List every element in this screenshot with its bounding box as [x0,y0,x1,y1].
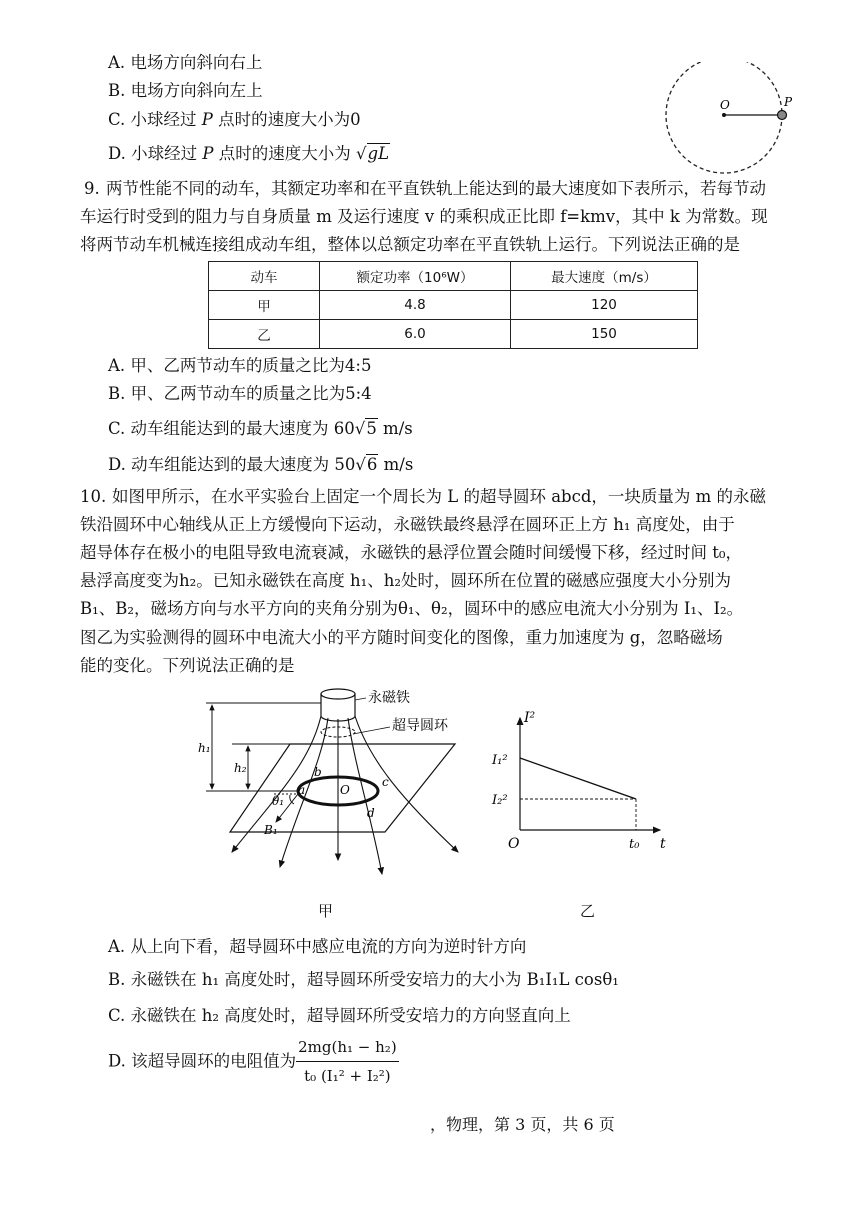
q10-figure-jia [190,682,480,887]
label-h1: h₁ [198,741,211,755]
sqrt-sign: √ [356,144,367,163]
data-line [520,758,636,799]
q9-stem-line-1: 两节性能不同的动车，其额定功率和在平直铁轨上能达到的最大速度如下表所示，若每节动 [106,179,766,198]
caption-yi: 乙 [580,902,596,920]
option-text: 甲、乙两节动车的质量之比为4:5 [130,356,372,375]
q10-stem-line-6: 图乙为实验测得的圆环中电流大小的平方随时间变化的图像，重力加速度为 g，忽略磁场 [80,628,723,647]
q9-stem-line-2: 车运行时受到的阻力与自身质量 m 及运行速度 v 的乘积成正比即 f=kmv，其中 k 为常数。现 [80,207,768,226]
label-leader [353,727,390,734]
q9-option-c [108,418,413,440]
q10-stem-line-7: 能的变化。下列说法正确的是 [80,656,295,675]
page-footer: ，物理，第 3 页，共 6 页 [430,1115,615,1134]
q10-option-a [108,936,526,958]
q10-number: 10. [80,487,107,506]
label-magnet: 永磁铁 [368,690,410,706]
sqrt-sign: √ [354,419,366,438]
option-text: 电场方向斜向左上 [130,81,263,100]
sqrt-radicand [367,143,391,163]
table-cell: 4.8 [320,291,511,320]
dashed-circle [666,62,782,173]
option-text: 从上向下看，超导圆环中感应电流的方向为逆时针方向 [130,937,527,956]
q9-table [208,261,698,349]
table-row [209,320,698,349]
option-label: B. [108,970,126,989]
option-text: 小球经过 [131,144,203,163]
q8-option-d [108,143,390,165]
table-header: 最大速度（m/s） [511,262,698,291]
option-label: C. [108,110,126,129]
option-label: C. [108,1006,126,1025]
fraction-denominator: t₀ (I₁² + I₂²) [304,1067,391,1085]
q10-stem-line-1: 如图甲所示，在水平实验台上固定一个周长为 L 的超导圆环 abcd，一块质量为 m 的永磁 [112,487,767,506]
caption-jia: 甲 [318,902,334,920]
resistance-fraction [296,1034,399,1089]
x-tick-t0: t₀ [629,837,640,852]
option-label: B. [108,81,126,100]
q10-option-b [108,969,619,991]
q8-circle-figure [660,62,810,180]
table-cell: 乙 [209,320,320,349]
fraction-numerator: 2mg(h₁ − h₂) [296,1034,399,1062]
label-h2: h₂ [234,761,247,775]
q8-option-a [108,52,262,74]
q9-number: 9. [84,179,100,198]
option-label: A. [108,356,126,375]
option-text: 动车组能达到的最大速度为 50 [131,455,356,474]
option-text: 点时的速度大小为 [213,144,356,163]
q9-option-a [108,355,371,377]
option-text: 动车组能达到的最大速度为 60 [130,419,355,438]
option-label: B. [108,384,126,403]
table-cell: 150 [511,320,698,349]
option-label: A. [108,937,126,956]
q9-stem-line-3: 将两节动车机械连接组成动车组，整体以总额定功率在平直铁轨上运行。下列说法正确的是 [80,235,740,254]
label-b: b [314,765,322,779]
label-a: a [298,783,306,797]
option-label: A. [108,53,126,72]
magnet-top [321,689,355,699]
q10-option-c [108,1005,571,1027]
label-b1: B₁ [264,823,278,837]
table-header-row [209,262,698,291]
option-label: C. [108,419,126,438]
table-cell: 120 [511,291,698,320]
label-d: d [367,806,375,820]
q10-stem-line-5: B₁、B₂，磁场方向与水平方向的夹角分别为θ₁、θ₂，圆环中的感应电流大小分别为 I₁、I₂。 [80,599,744,618]
option-label: D. [108,455,126,474]
q10-stem-line-4: 悬浮高度变为h₂。已知永磁铁在高度 h₁、h₂处时，圆环所在位置的磁感应强度大小分别为 [80,571,731,590]
sqrt-radicand: 6 [366,455,378,474]
option-var: P [202,144,214,163]
q10-stem-line-2: 铁沿圆环中心轴线从正上方缓慢向下运动，永磁铁最终悬浮在圆环正上方 h₁ 高度处，由于 [80,515,735,534]
option-text: 永磁铁在 h₂ 高度处时，超导圆环所受安培力的方向竖直向上 [130,1006,571,1025]
q8-option-b [108,80,263,102]
option-text: 该超导圆环的电阻值为 [131,1051,297,1071]
q9-option-b [108,383,372,405]
q10-figure-yi [490,708,680,858]
label-ring: 超导圆环 [392,718,448,734]
option-label: D. [108,1051,126,1071]
sqrt-sign: √ [355,455,366,474]
q10-stem-line-3: 超导体存在极小的电阻导致电流衰减，永磁铁的悬浮位置会随时间缓慢下移，经过时间 t₀， [80,543,742,562]
option-text: 电场方向斜向右上 [130,53,263,72]
sqrt-radicand: 5 [366,419,377,438]
origin-label: O [508,836,520,852]
q10-option-d [108,1034,399,1089]
option-text: 小球经过 [130,110,202,129]
option-text: 甲、乙两节动车的质量之比为5:4 [130,384,372,403]
ball-p [778,111,787,120]
y-tick-i2: I₂² [492,793,508,808]
table-row [209,291,698,320]
table-cell: 甲 [209,291,320,320]
y-tick-i1: I₁² [492,753,508,768]
option-text: m/s [378,455,414,474]
label-leader [355,698,366,700]
option-text: m/s [377,419,413,438]
label-o: O [720,98,730,112]
q8-option-c [108,109,361,131]
option-text: 永磁铁在 h₁ 高度处时，超导圆环所受安培力的大小为 B₁I₁L cosθ₁ [130,970,619,989]
y-axis-label: I² [524,710,536,726]
q9-option-d [108,454,413,476]
table-cell: 6.0 [320,320,511,349]
label-p: P [784,95,793,109]
radicand-text: gL [367,144,390,163]
x-axis-label: t [660,836,666,852]
label-c: c [382,775,389,789]
label-theta: θ₁ [272,794,285,808]
label-o: O [340,783,350,797]
option-label: D. [108,144,126,163]
table-header: 额定功率（10⁶W） [320,262,511,291]
option-var: P [201,110,213,129]
table-header: 动车 [209,262,320,291]
option-text: 点时的速度大小为0 [212,110,361,129]
